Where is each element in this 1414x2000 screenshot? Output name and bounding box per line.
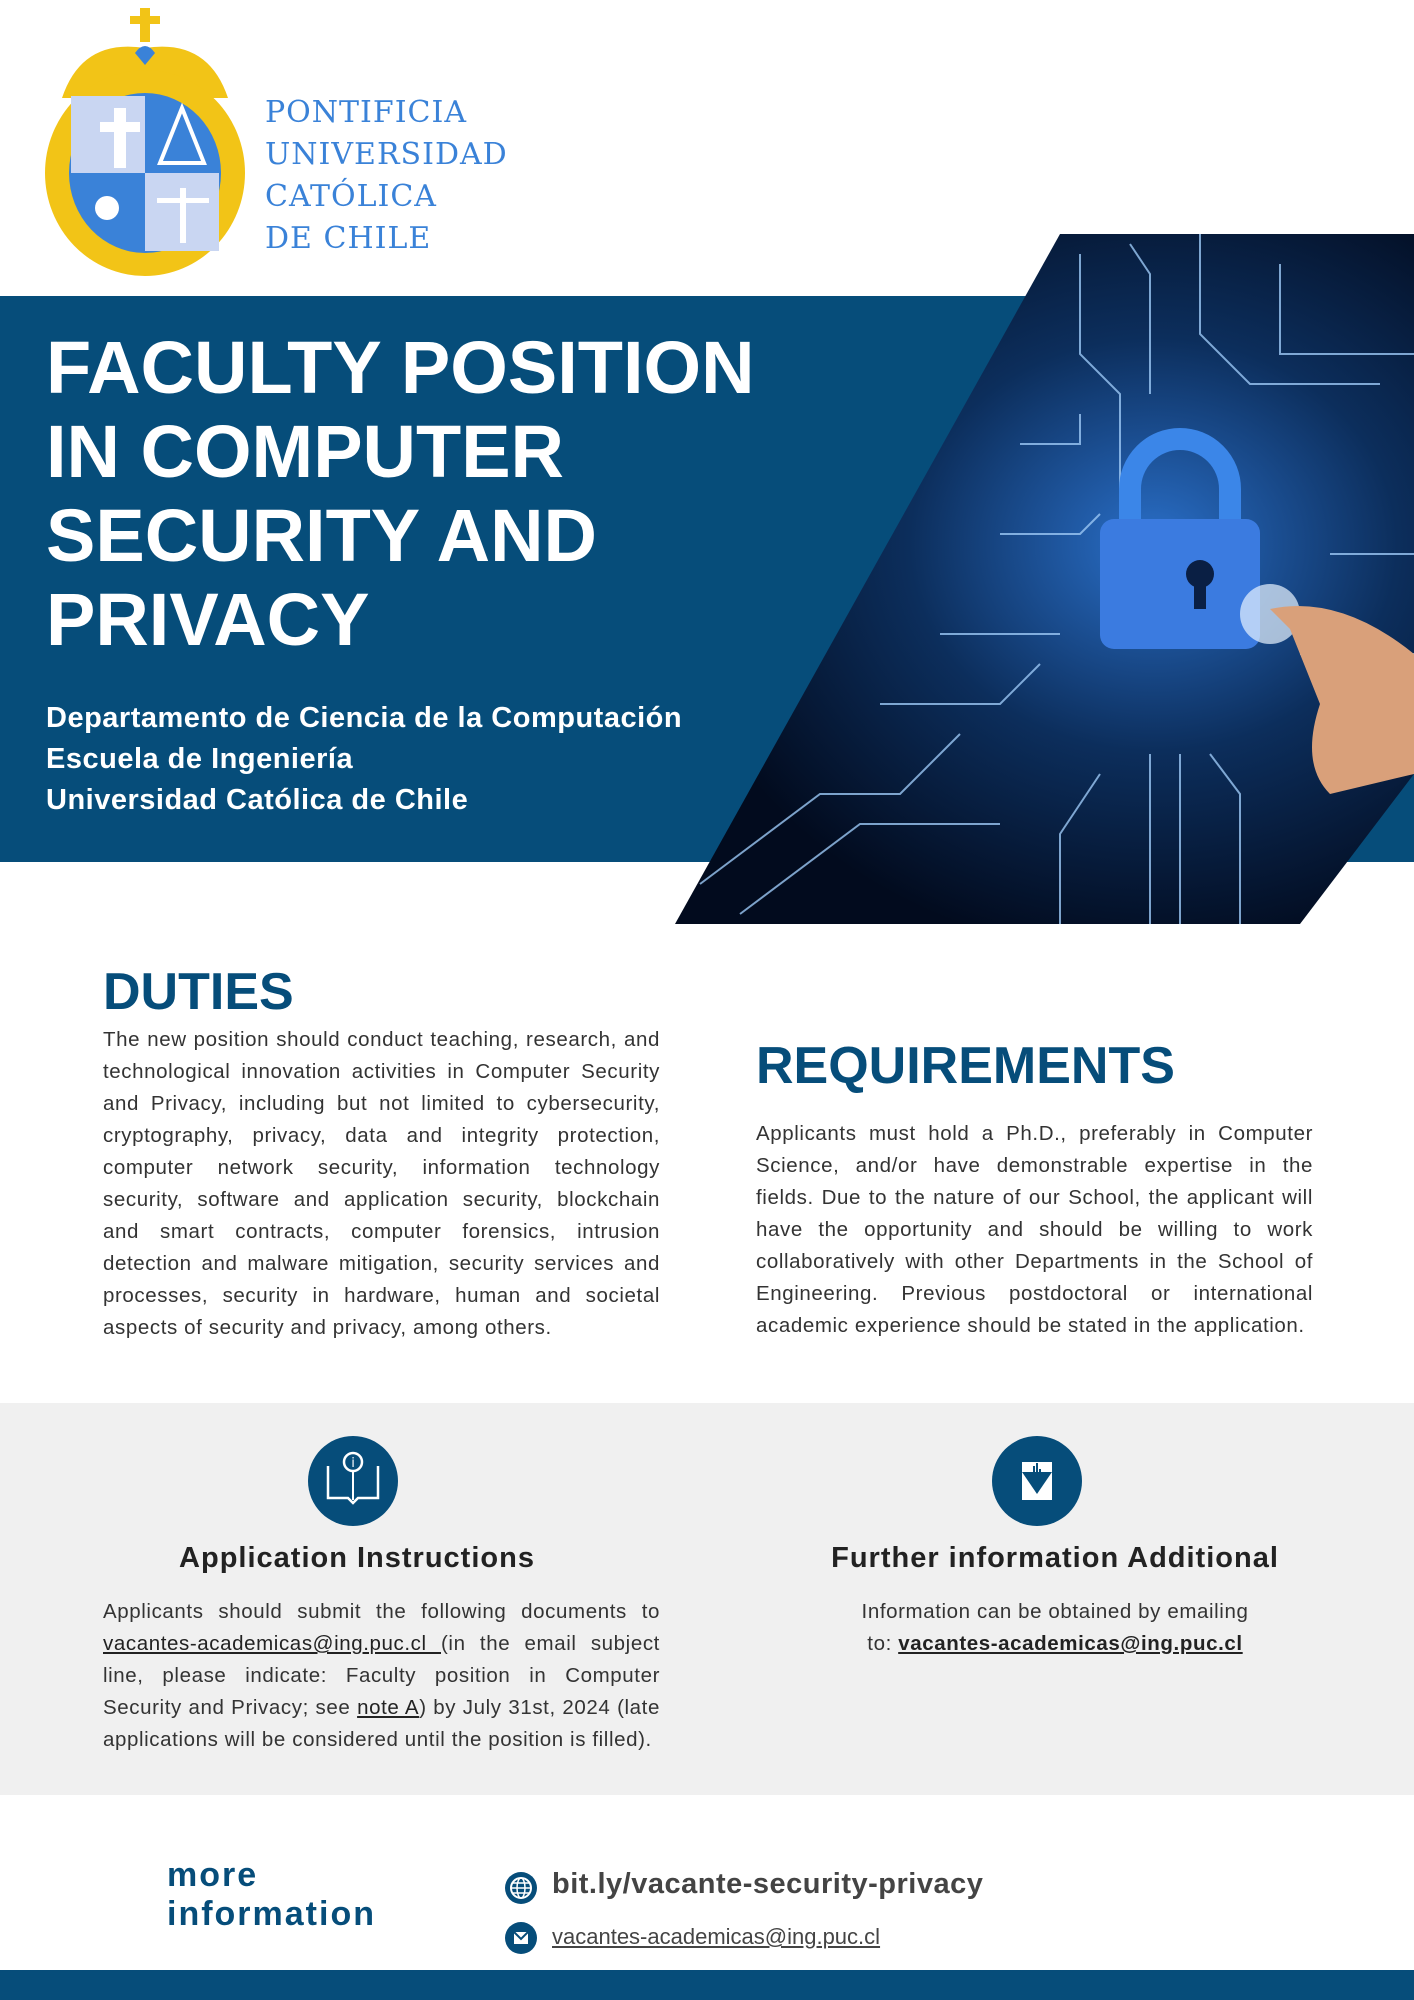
subtitle-line: Departamento de Ciencia de la Computación [46, 702, 683, 734]
more-line: more [167, 1856, 259, 1894]
application-instructions-text [103, 1596, 660, 1756]
text: Applicants should submit the following documents to [103, 1600, 660, 1623]
further-information-heading: Further information Additional [831, 1542, 1279, 1574]
application-instructions-heading: Application Instructions [179, 1542, 535, 1574]
text: to: [867, 1632, 899, 1655]
requirements-heading: REQUIREMENTS [756, 1037, 1175, 1095]
more-line: information [167, 1895, 376, 1933]
info-book-icon [308, 1436, 398, 1526]
title-line: IN COMPUTER [46, 410, 564, 493]
uni-line: DE CHILE [265, 221, 432, 256]
text: (in the email subject line, please indicate: Faculty position in Computer Security and Privacy; see [103, 1632, 660, 1719]
svg-text:i: i [351, 1456, 355, 1471]
further-email-link[interactable]: vacantes-academicas@ing.puc.cl [898, 1632, 1243, 1655]
footer-url-link[interactable]: bit.ly/vacante-security-privacy [552, 1868, 984, 1900]
uni-line: UNIVERSIDAD [265, 137, 508, 172]
note-a-link[interactable]: note A [357, 1696, 420, 1719]
page-title [46, 326, 786, 662]
subtitle-line: Universidad Católica de Chile [46, 784, 469, 816]
title-line: FACULTY POSITION [46, 326, 755, 409]
subtitle-line: Escuela de Ingeniería [46, 743, 354, 775]
download-report-icon [992, 1436, 1082, 1526]
application-email-link[interactable]: vacantes-academicas@ing.puc.cl [103, 1632, 441, 1655]
requirements-text: Applicants must hold a Ph.D., preferably in Computer Science, and/or have demonstrable expertise in the fields. Due to the nature of our School, the applicant will have the opportunity and should be willing to work collaboratively with other Departments in the School of Engineering. Previous postdoctoral or international academic experience should be stated in the application. [756, 1122, 1313, 1337]
uni-line: CATÓLICA [265, 179, 437, 214]
text: ) by July 31st, 2024 (late applications will be considered until the position is filled). [103, 1696, 660, 1751]
department-subtitle [46, 698, 682, 821]
duties-heading: DUTIES [103, 963, 294, 1021]
duties-text: The new position should conduct teaching, research, and technological innovation activities in Computer Security and Privacy, including but not limited to cybersecurity, cryptography, privacy, data and integrity protection, computer network security, information technology security, software and application security, blockchain and smart contracts, computer forensics, intrusion detection and malware mitigation, security services and processes, security in hardware, human and societal aspects of security and privacy, among others. [103, 1028, 660, 1339]
footer-email-link[interactable]: vacantes-academicas@ing.puc.cl [552, 1924, 881, 1949]
further-information-text [780, 1596, 1330, 1660]
globe-icon [505, 1872, 537, 1904]
mail-icon [505, 1922, 537, 1954]
title-line: PRIVACY [46, 578, 370, 661]
uni-line: PONTIFICIA [265, 95, 468, 130]
text: Information can be obtained by emailing [861, 1600, 1249, 1623]
more-information-label [167, 1856, 376, 1934]
title-line: SECURITY AND [46, 494, 597, 577]
footer-bar [0, 1970, 1414, 2000]
